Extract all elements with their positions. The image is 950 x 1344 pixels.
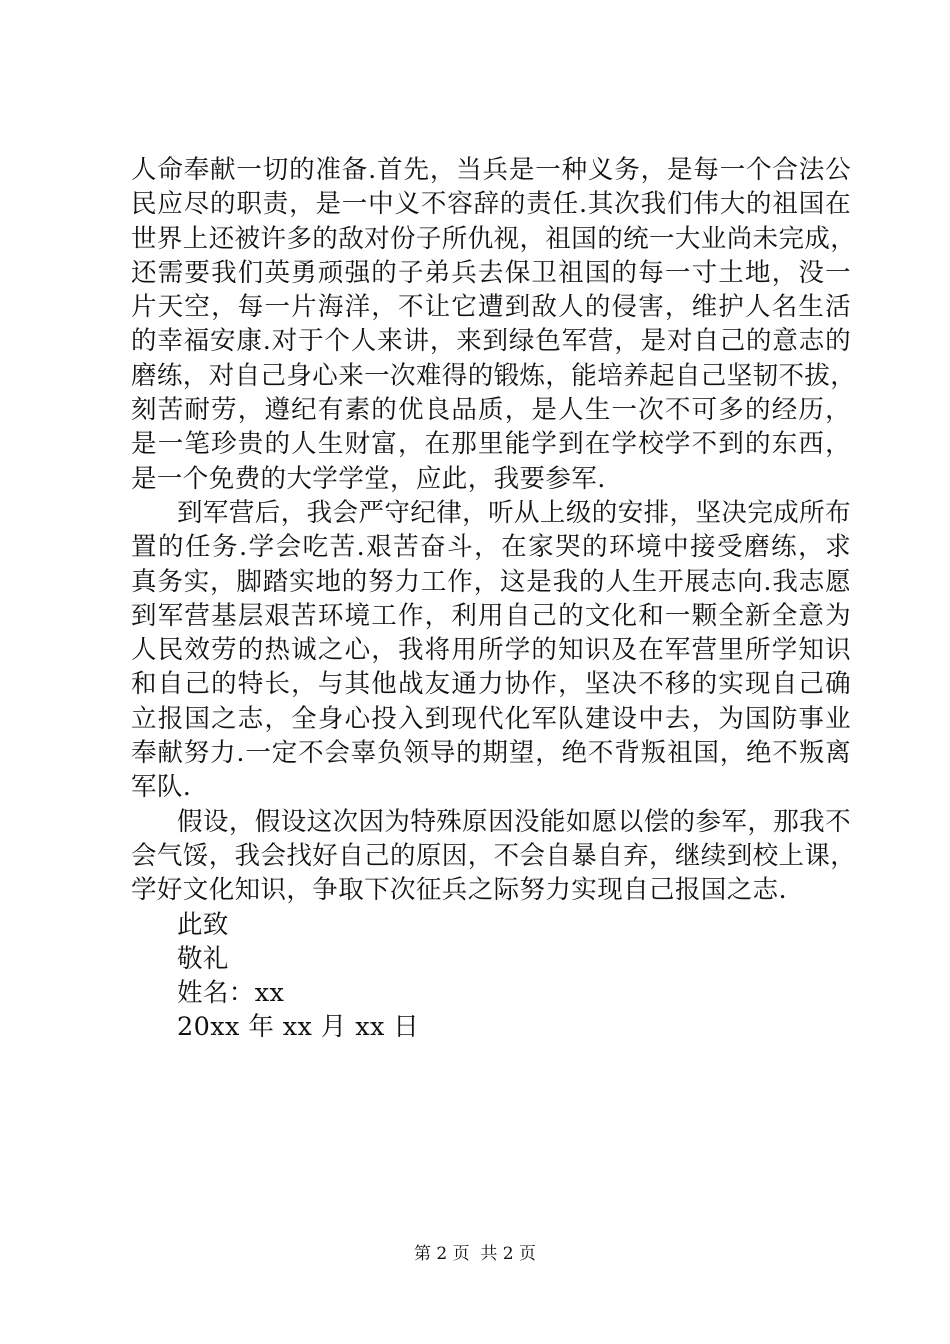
signature-name: 姓名：xx <box>177 978 285 1009</box>
text-line: 民应尽的职责，是一中义不容辞的责任.其次我们伟大的祖国在 <box>131 189 851 220</box>
page-footer <box>0 1242 950 1266</box>
text-line: 学好文化知识，争取下次征兵之际努力实现自己报国之志. <box>131 875 788 906</box>
text-line: 是一笔珍贵的人生财富，在那里能学到在学校学不到的东西， <box>131 429 851 460</box>
text-line: 和自己的特长，与其他战友通力协作，坚决不移的实现自己确 <box>131 669 851 700</box>
text-line: 人命奉献一切的准备.首先，当兵是一种义务，是每一个合法公 <box>131 155 851 185</box>
text-line: 立报国之志，全身心投入到现代化军队建设中去，为国防事业 <box>131 703 851 734</box>
text-line: 是一个免费的大学学堂，应此，我要参军. <box>131 463 606 494</box>
text-line: 刻苦耐劳，遵纪有素的优良品质，是人生一次不可多的经历， <box>131 395 851 426</box>
text-line: 军队. <box>131 772 192 803</box>
page-number: 第 2 页 共 2 页 <box>413 1244 537 1264</box>
text-line: 人民效劳的热诚之心，我将用所学的知识及在军营里所学知识 <box>131 635 851 666</box>
text-line: 的幸福安康.对于个人来讲，来到绿色军营，是对自己的意志的 <box>131 326 851 357</box>
text-line: 世界上还被许多的敌对份子所仇视，祖国的统一大业尚未完成， <box>131 223 857 254</box>
text-line: 奉献努力.一定不会辜负领导的期望，绝不背叛祖国，绝不叛离 <box>131 738 851 769</box>
paragraph-start-line: 假设，假设这次因为特殊原因没能如愿以偿的参军，那我不 <box>177 806 851 837</box>
text-line: 会气馁，我会找好自己的原因，不会自暴自弃，继续到校上课， <box>131 840 857 871</box>
letter-body <box>131 153 857 1045</box>
text-line: 到军营基层艰苦环境工作，利用自己的文化和一颗全新全意为 <box>131 600 851 631</box>
paragraph-start-line: 到军营后，我会严守纪律，听从上级的安排，坚决完成所布 <box>177 497 851 528</box>
closing-regards: 敬礼 <box>177 943 229 974</box>
text-line: 置的任务.学会吃苦.艰苦奋斗，在家哭的环境中接受磨练，求 <box>131 532 851 563</box>
text-line: 还需要我们英勇顽强的子弟兵去保卫祖国的每一寸土地，没一 <box>131 257 851 288</box>
text-line: 磨练，对自己身心来一次难得的锻炼，能培养起自己坚韧不拔， <box>131 360 857 391</box>
signature-date: 20xx 年 xx 月 xx 日 <box>177 1012 420 1043</box>
text-line: 片天空，每一片海洋，不让它遭到敌人的侵害，维护人名生活 <box>131 292 851 323</box>
text-line: 真务实，脚踏实地的努力工作，这是我的人生开展志向.我志愿 <box>131 566 851 597</box>
closing-salutation: 此致 <box>177 909 229 940</box>
